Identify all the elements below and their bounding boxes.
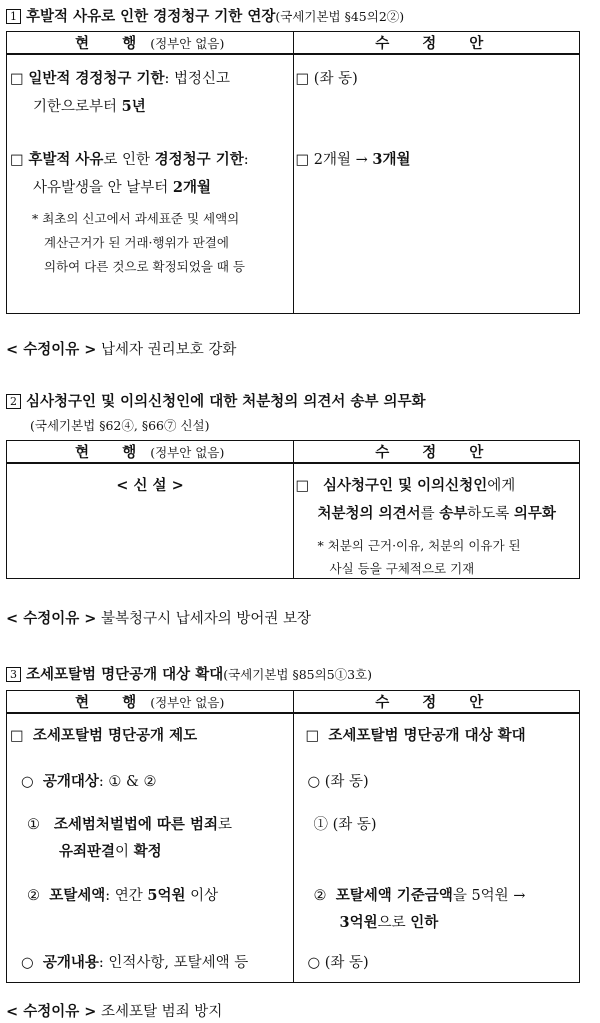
current-cell [7, 54, 294, 314]
section-1-title: 1 후발적 사유로 인한 경정청구 기한 연장(국세기본법 §45의2②) [6, 5, 404, 26]
revision-reason-1: < 수정이유 > 납세자 권리보호 강화 [6, 342, 237, 358]
current-line: 유죄판결이 확정 [59, 843, 162, 860]
comparison-table-1 [6, 31, 580, 314]
section-number-box: 1 [6, 9, 21, 24]
current-line: □ 일반적 경정청구 기한: 법정신고 [10, 70, 231, 87]
header-current: 현 행(정부안 없음) [7, 32, 294, 55]
header-current: 현 행(정부안 없음) [7, 441, 294, 464]
current-cell [7, 713, 294, 983]
proposed-line: 3억원으로 인하 [339, 914, 439, 931]
header-proposed: 수 정 안 [293, 691, 580, 714]
proposed-line: □ 2개월 → 3개월 [295, 151, 411, 168]
current-line: □ 후발적 사유로 인한 경정청구 기한: [10, 151, 249, 168]
proposed-line: ① (좌 동) [313, 817, 377, 833]
proposed-line: 처분청의 의견서를 송부하도록 의무화 [317, 505, 556, 522]
law-reference: (국세기본법 §62④, §66⑦ 신설) [30, 418, 210, 433]
current-line: ○ 공개대상: ① & ② [21, 773, 157, 790]
section-3-title: 3 조세포탈범 명단공개 대상 확대(국세기본법 §85의5①3호) [6, 663, 372, 684]
proposed-line: ○ (좌 동) [307, 774, 369, 790]
current-cell [7, 463, 294, 579]
current-line: □ 조세포탈범 명단공개 제도 [10, 727, 198, 744]
current-line: ② 포탈세액: 연간 5억원 이상 [27, 887, 219, 904]
footnote: * 최초의 신고에서 과세표준 및 세액의 [32, 211, 240, 226]
header-proposed: 수 정 안 [293, 32, 580, 55]
law-reference: (국세기본법 §45의2②) [275, 9, 405, 24]
footnote: * 처분의 근거·이유, 처분의 이유가 된 [317, 538, 521, 553]
revision-reason-3: < 수정이유 > 조세포탈 범죄 방지 [6, 1004, 223, 1020]
proposed-cell [293, 463, 580, 579]
current-line: 기한으로부터 5년 [33, 98, 146, 115]
proposed-line: ② 포탈세액 기준금액을 5억원 → [313, 887, 526, 904]
law-reference: (국세기본법 §85의5①3호) [223, 667, 373, 682]
header-current: 현 행(정부안 없음) [7, 691, 294, 714]
section-number-box: 3 [6, 667, 21, 682]
current-line: ○ 공개내용: 인적사항, 포탈세액 등 [21, 954, 249, 971]
proposed-cell [293, 713, 580, 983]
header-proposed: 수 정 안 [293, 441, 580, 464]
footnote: 의하여 다른 것으로 확정되었을 때 등 [44, 259, 245, 274]
proposed-line: □ (좌 동) [295, 71, 358, 87]
revision-reason-2: < 수정이유 > 불복청구시 납세자의 방어권 보장 [6, 611, 311, 627]
proposed-line: ○ (좌 동) [307, 955, 369, 971]
current-line: 사유발생을 안 날부터 2개월 [33, 179, 211, 196]
footnote: 사실 등을 구체적으로 기재 [329, 561, 475, 576]
comparison-table-2 [6, 440, 580, 579]
section-2-title: 2 심사청구인 및 이의신청인에 대한 처분청의 의견서 송부 의무화 [6, 390, 426, 411]
current-line: ① 조세범처벌법에 따른 범죄로 [27, 816, 233, 833]
proposed-cell [293, 54, 580, 314]
comparison-table-3 [6, 690, 580, 983]
section-number-box: 2 [6, 394, 21, 409]
new-provision-label: < 신 설 > [116, 477, 184, 494]
proposed-line: □ 심사청구인 및 이의신청인에게 [295, 477, 516, 494]
footnote: 계산근거가 된 거래·행위가 판결에 [44, 235, 229, 250]
proposed-line: □ 조세포탈범 명단공개 대상 확대 [305, 727, 526, 744]
